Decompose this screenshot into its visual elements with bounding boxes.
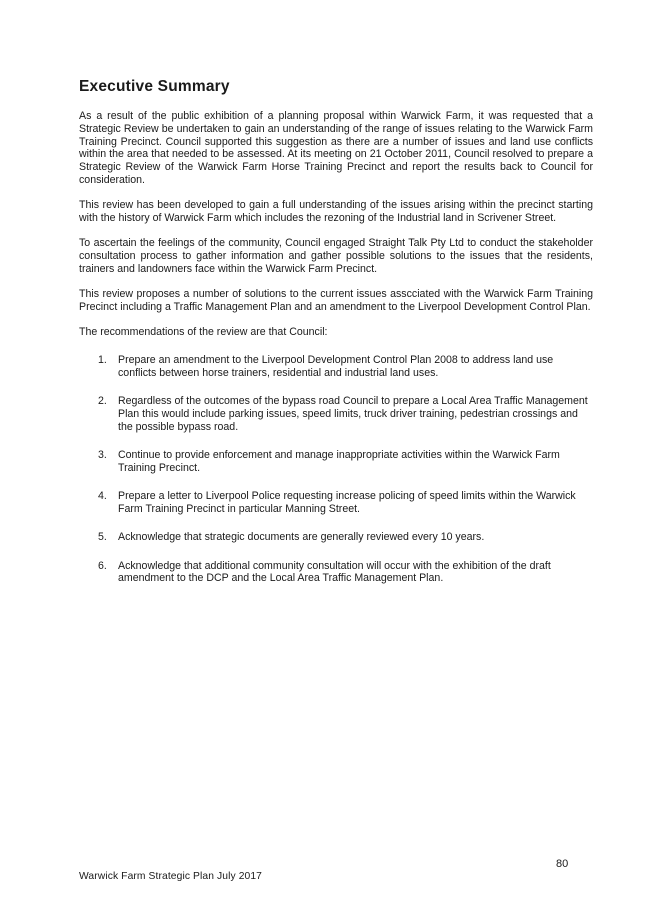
document-body: [79, 110, 593, 601]
list-item-text: Continue to provide enforcement and manage inappropriate activities within the Warwick Farm Training Precinct.: [118, 449, 560, 474]
list-item-number: 5.: [98, 531, 107, 544]
list-item: [79, 395, 593, 433]
recommendations-list: [79, 354, 593, 585]
list-item: [79, 490, 593, 516]
list-item-number: 3.: [98, 449, 107, 462]
page-footer: Warwick Farm Strategic Plan July 2017: [79, 871, 263, 882]
page-title: Executive Summary: [79, 78, 230, 95]
list-item-number: 2.: [98, 395, 107, 408]
recommendations-intro: The recommendations of the review are that Council:: [79, 326, 328, 339]
list-item-number: 6.: [98, 559, 107, 572]
list-item-number: 4.: [98, 490, 107, 503]
list-item-text: Prepare a letter to Liverpool Police requesting increase policing of speed limits within the Warwick Farm Training Precinct in particular Manning Street.: [118, 490, 576, 516]
list-item-number: 1.: [98, 354, 107, 367]
list-item-text: Acknowledge that strategic documents are generally reviewed every 10 years.: [118, 531, 485, 544]
paragraph-solutions: This review proposes a number of solutions to the current issues asscciated with the Warwick Farm Training Precinct including a Traffic Management Plan and an amendment to the Liverpool Development Control Plan.: [79, 288, 593, 314]
page-number: 80: [556, 858, 569, 870]
list-item: [79, 354, 593, 380]
list-item-text: Regardless of the outcomes of the bypass road Council to prepare a Local Area Traffic Management Plan this would include parking issues, speed limits, truck driver training, pedestrian crossings and the possible bypass road.: [118, 395, 588, 433]
list-item-text: Prepare an amendment to the Liverpool Development Control Plan 2008 to address land use conflicts between horse trainers, residential and industrial land uses.: [118, 354, 554, 379]
paragraph-background: As a result of the public exhibition of a planning proposal within Warwick Farm, it was requested that a Strategic Review be undertaken to gain an understanding of the range of issues relating to the Warwick Farm Training Precinct. Council supported this suggestion as there are a number of issues and land use conflicts within the area that needed to be assessed. At its meeting on 21 October 2011, Council resolved to prepare a Strategic Review of the Warwick Farm Horse Training Precinct and report the results back to Council for consideration.: [79, 110, 593, 186]
paragraph-consultation: To ascertain the feelings of the community, Council engaged Straight Talk Pty Ltd to conduct the stakeholder consultation process to gather information and gather possible solutions to the issues that the residents, trainers and landowners face within the Warwick Farm Precinct.: [79, 237, 593, 275]
list-item: [79, 560, 593, 586]
paragraph-review-scope: This review has been developed to gain a full understanding of the issues arising within the precinct starting with the history of Warwick Farm which includes the rezoning of the Industrial land in Scrivener Street.: [79, 199, 593, 225]
list-item: [79, 531, 593, 544]
list-item-text: Acknowledge that additional community consultation will occur with the exhibition of the draft amendment to the DCP and the Local Area Traffic Management Plan.: [118, 559, 551, 585]
list-item: [79, 449, 593, 475]
